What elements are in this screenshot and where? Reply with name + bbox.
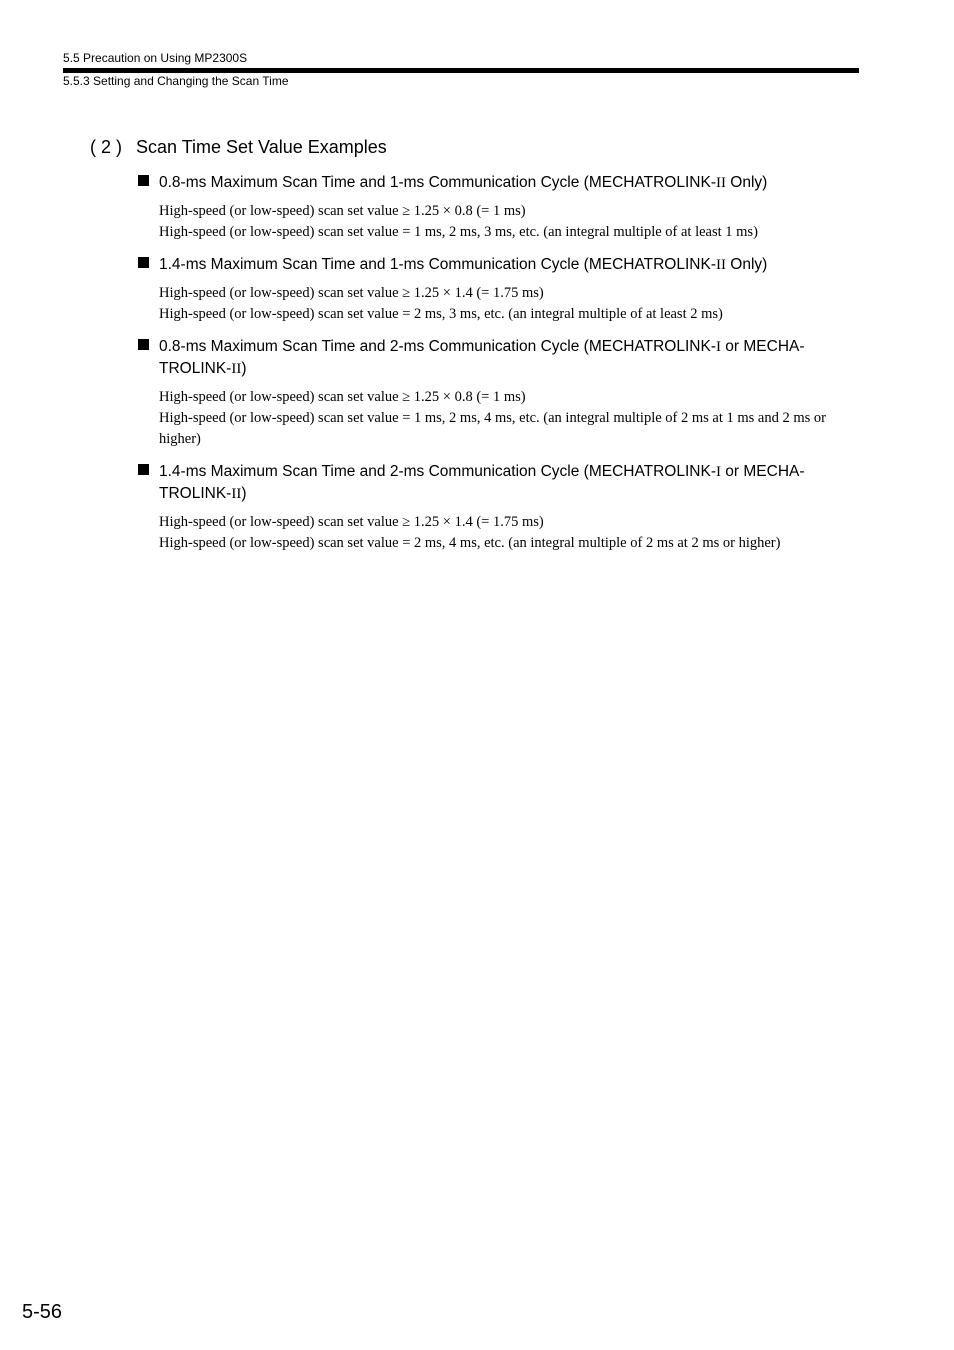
body-line: High-speed (or low-speed) scan set value = 2 ms, 4 ms, etc. (an integral multiple of 2 ms at 2 ms or higher) — [159, 535, 781, 551]
heading-roman-numeral: I — [715, 339, 721, 355]
example-body — [137, 387, 859, 450]
heading-text-mid: or MECHA- — [720, 338, 805, 355]
heading-text-end: Only) — [725, 174, 768, 191]
body-line: High-speed (or low-speed) scan set value ≥ 1.25 × 1.4 (= 1.75 ms) — [159, 285, 544, 301]
heading-roman-numeral: II — [231, 361, 242, 377]
square-bullet-icon — [138, 175, 149, 186]
heading-roman-numeral: II — [715, 257, 726, 273]
body-line: High-speed (or low-speed) scan set value = 2 ms, 3 ms, etc. (an integral multiple of at least 2 ms) — [159, 306, 723, 322]
body-line: High-speed (or low-speed) scan set value = 1 ms, 2 ms, 3 ms, etc. (an integral multiple of at least 1 ms) — [159, 224, 758, 240]
heading-roman-numeral: II — [715, 175, 726, 191]
page-number: 5-56 — [22, 1301, 63, 1323]
square-bullet-icon — [138, 464, 149, 475]
heading-text-end: Only) — [725, 256, 768, 273]
square-bullet-icon — [138, 257, 149, 268]
section-title: Scan Time Set Value Examples — [136, 137, 387, 157]
example-heading — [137, 336, 859, 380]
heading-text: 0.8-ms Maximum Scan Time and 1-ms Communication Cycle (MECHATROLINK- — [159, 174, 716, 191]
examples-content — [137, 172, 859, 565]
example-item — [137, 172, 859, 243]
example-item — [137, 461, 859, 554]
example-heading — [137, 172, 859, 194]
example-heading — [137, 461, 859, 505]
body-line: High-speed (or low-speed) scan set value ≥ 1.25 × 0.8 (= 1 ms) — [159, 203, 526, 219]
example-item — [137, 254, 859, 325]
example-body — [137, 201, 859, 243]
running-header-subsection: 5.5.3 Setting and Changing the Scan Time — [63, 74, 289, 88]
heading-text: 0.8-ms Maximum Scan Time and 2-ms Communication Cycle (MECHATROLINK- — [159, 338, 716, 355]
body-line: High-speed (or low-speed) scan set value ≥ 1.25 × 1.4 (= 1.75 ms) — [159, 514, 544, 530]
heading-text-end: ) — [241, 485, 247, 502]
square-bullet-icon — [138, 339, 149, 350]
example-body — [137, 283, 859, 325]
body-line: High-speed (or low-speed) scan set value ≥ 1.25 × 0.8 (= 1 ms) — [159, 389, 526, 405]
heading-roman-numeral: II — [231, 486, 242, 502]
heading-text-line2: TROLINK- — [159, 485, 232, 502]
heading-text: 1.4-ms Maximum Scan Time and 1-ms Communication Cycle (MECHATROLINK- — [159, 256, 716, 273]
heading-text-end: ) — [241, 360, 247, 377]
section-heading — [90, 137, 387, 157]
heading-roman-numeral: I — [715, 464, 721, 480]
heading-text: 1.4-ms Maximum Scan Time and 2-ms Communication Cycle (MECHATROLINK- — [159, 463, 716, 480]
running-header-section: 5.5 Precaution on Using MP2300S — [63, 51, 248, 65]
example-item — [137, 336, 859, 450]
section-number: ( 2 ) — [90, 137, 123, 157]
heading-text-mid: or MECHA- — [720, 463, 805, 480]
example-body — [137, 512, 859, 554]
body-line: High-speed (or low-speed) scan set value = 1 ms, 2 ms, 4 ms, etc. (an integral multiple of 2 ms at 1 ms and 2 ms or higher) — [159, 410, 826, 447]
header-rule — [63, 68, 859, 73]
example-heading — [137, 254, 859, 276]
heading-text-line2: TROLINK- — [159, 360, 232, 377]
